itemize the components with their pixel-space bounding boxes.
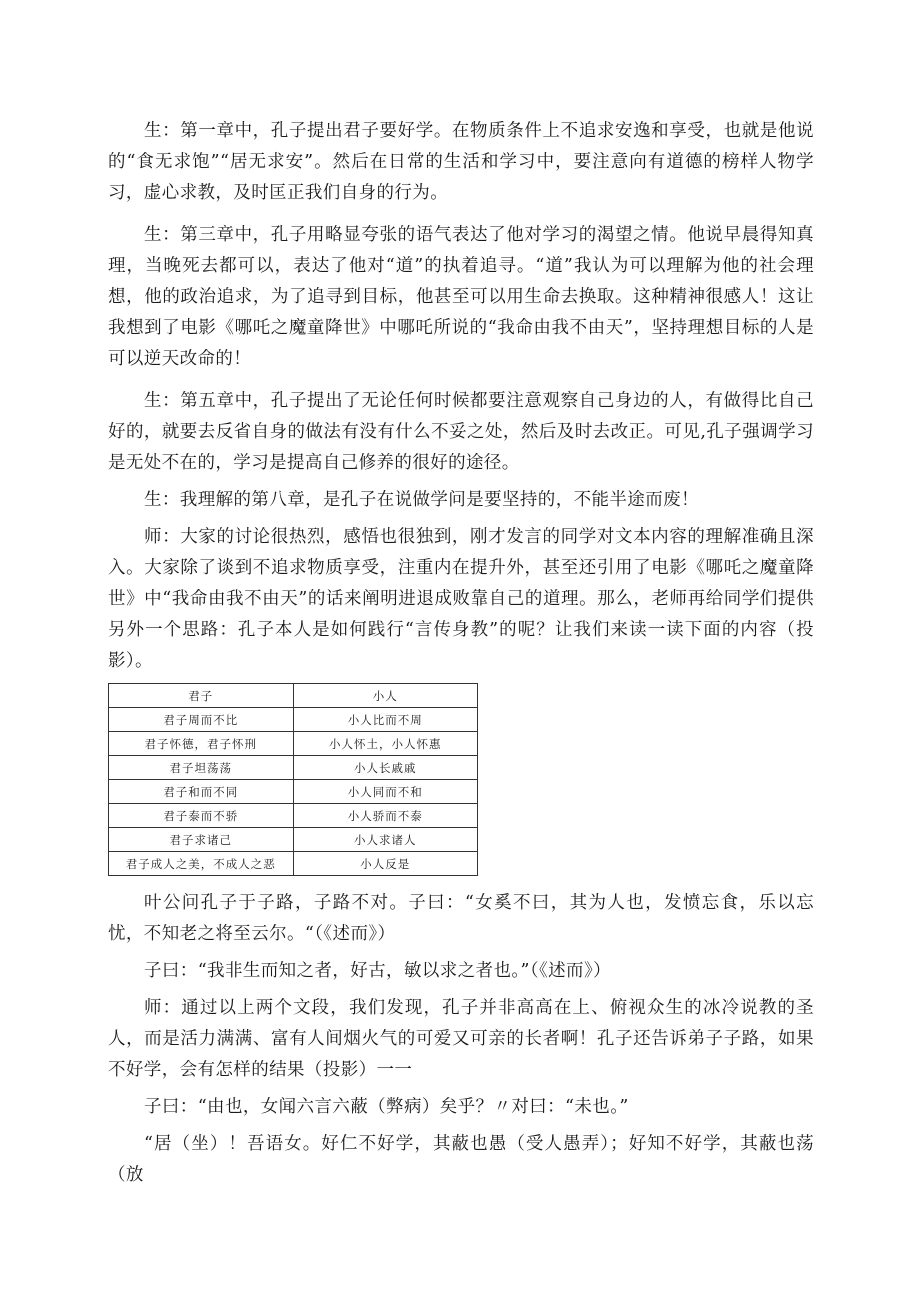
table-row [109, 828, 478, 852]
table-cell-xiaoren: 小人长戚戚 [293, 756, 478, 780]
table-cell-xiaoren: 小人反是 [293, 852, 478, 876]
table-cell-xiaoren: 小人求诸人 [293, 828, 478, 852]
paragraph-student-chapter-5: 生：第五章中，孔子提出了无论任何时候都要注意观察自己身边的人，有做得比自己好的，就要去反省自身的做法有没有什么不妥之处，然后及时去改正。可见,孔子强调学习是无处不在的，学习是提高自己修养的很好的途径。 [108, 391, 814, 473]
paragraph-teacher-reflection: 师：通过以上两个文段，我们发现，孔子并非高高在上、俯视众生的冰冷说教的圣人，而是活力满满、富有人间烟火气的可爱又可亲的长者啊！孔子还告诉弟子子路，如果不好学，会有怎样的结果（投影）一一 [108, 998, 814, 1080]
document-page [108, 116, 814, 1191]
table-row [109, 804, 478, 828]
paragraph-student-chapter-8: 生：我理解的第八章，是孔子在说做学问是要坚持的，不能半途而废！ [144, 490, 699, 510]
paragraph-teacher-summary: 师：大家的讨论很热烈，感悟也很独到，刚才发言的同学对文本内容的理解准确且深入。大家除了谈到不追求物质享受，注重内在提升外，甚至还引用了电影《哪吒之魔童降世》中“我命由我不由天”的话来阐明进退成败靠自己的道理。那么，老师再给同学们提供另外一个思路：孔子本人是如何践行“言传身教”的呢？让我们来读一读下面的内容（投影）。 [108, 527, 814, 671]
table-row [109, 732, 478, 756]
paragraph-shugong-quote: 叶公问孔子于子路，子路不对。子曰：“女奚不曰，其为人也，发愤忘食，乐以忘忧，不知老之将至云尔。“（《述而》） [108, 893, 814, 944]
table-header-xiaoren: 小人 [293, 684, 478, 708]
table-cell-xiaoren: 小人怀土，小人怀惠 [293, 732, 478, 756]
table-cell-junzi: 君子求诸己 [109, 828, 294, 852]
table-cell-junzi: 君子坦荡荡 [109, 756, 294, 780]
table-cell-junzi: 君子和而不同 [109, 780, 294, 804]
table-cell-xiaoren: 小人比而不周 [293, 708, 478, 732]
table-header-junzi: 君子 [109, 684, 294, 708]
table-row [109, 708, 478, 732]
paragraph-student-chapter-1: 生：第一章中，孔子提出君子要好学。在物质条件上不追求安逸和享受，也就是他说的“食无求饱”“居无求安”。然后在日常的生活和学习中，要注意向有道德的榜样人物学习，虚心求教，及时匡正我们自身的行为。 [108, 121, 814, 203]
paragraph-student-chapter-3: 生：第三章中，孔子用略显夸张的语气表达了他对学习的渴望之情。他说早晨得知真理，当晚死去都可以，表达了他对“道”的执着追寻。“道”我认为可以理解为他的社会理想，他的政治追求，为了追寻到目标，他甚至可以用生命去换取。这种精神很感人！这让我想到了电影《哪吒之魔童降世》中哪吒所说的“我命由我不由天”，坚持理想目标的人是可以逆天改命的！ [108, 225, 814, 369]
table-cell-junzi: 君子周而不比 [109, 708, 294, 732]
table-cell-xiaoren: 小人同而不和 [293, 780, 478, 804]
table-row [109, 756, 478, 780]
table-cell-junzi: 君子怀德，君子怀刑 [109, 732, 294, 756]
paragraph-haogu-quote: 子曰：“我非生而知之者，好古，敏以求之者也。”（《述而》） [144, 961, 611, 981]
table-cell-xiaoren: 小人骄而不泰 [293, 804, 478, 828]
junzi-xiaoren-table [108, 683, 478, 876]
table-header-row [109, 684, 478, 708]
table-cell-junzi: 君子成人之美，不成人之恶 [109, 852, 294, 876]
table-row [109, 852, 478, 876]
table-row [109, 780, 478, 804]
paragraph-liuyan-liubi-quote: 子曰：“由也，女闻六言六蔽（弊病）矣乎？〃对曰：“未也。” [144, 1097, 629, 1117]
table-cell-junzi: 君子泰而不骄 [109, 804, 294, 828]
paragraph-ju-quote: “居（坐）！吾语女。好仁不好学，其蔽也愚（受人愚弄）；好知不好学，其蔽也荡（放 [108, 1134, 814, 1185]
